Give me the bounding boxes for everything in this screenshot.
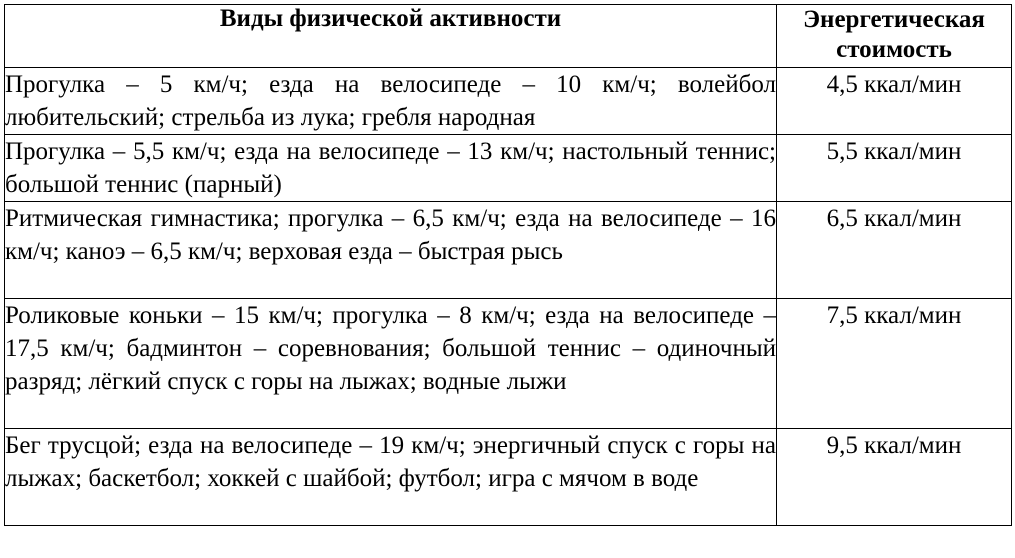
cost-cell: 7,5 ккал/мин <box>777 299 1012 429</box>
header-cost: Энергетическая стоимость <box>777 5 1012 68</box>
activity-cell: Прогулка – 5,5 км/ч; езда на велосипеде – 13 км/ч; настольный теннис; большой теннис (парный) <box>5 135 777 202</box>
table-row <box>5 135 1012 202</box>
activity-cell: Ритмическая гимнастика; прогулка – 6,5 км/ч; езда на велосипеде – 16 км/ч; каноэ – 6,5 км/ч; верховая езда – быстрая рысь <box>5 202 777 299</box>
activity-cell: Роликовые коньки – 15 км/ч; прогулка – 8 км/ч; езда на велосипеде – 17,5 км/ч; бадминтон – соревнования; большой теннис – одиночный разряд; лёгкий спуск с горы на лыжах; водные лыжи <box>5 299 777 429</box>
activity-cell: Прогулка – 5 км/ч; езда на велосипеде – 10 км/ч; волейбол любительский; стрельба из лука; гребля народная <box>5 68 777 135</box>
cost-cell: 4,5 ккал/мин <box>777 68 1012 135</box>
energy-cost-table <box>4 4 1012 526</box>
cost-cell: 5,5 ккал/мин <box>777 135 1012 202</box>
activity-cell: Бег трусцой; езда на велосипеде – 19 км/ч; энергичный спуск с горы на лыжах; баскетбол; хоккей с шайбой; футбол; игра с мячом в воде <box>5 429 777 526</box>
header-row <box>5 5 1012 68</box>
table-row <box>5 68 1012 135</box>
table-row <box>5 202 1012 299</box>
table-row <box>5 429 1012 526</box>
header-activity: Виды физической активности <box>5 5 777 68</box>
cost-cell: 9,5 ккал/мин <box>777 429 1012 526</box>
table-row <box>5 299 1012 429</box>
cost-cell: 6,5 ккал/мин <box>777 202 1012 299</box>
